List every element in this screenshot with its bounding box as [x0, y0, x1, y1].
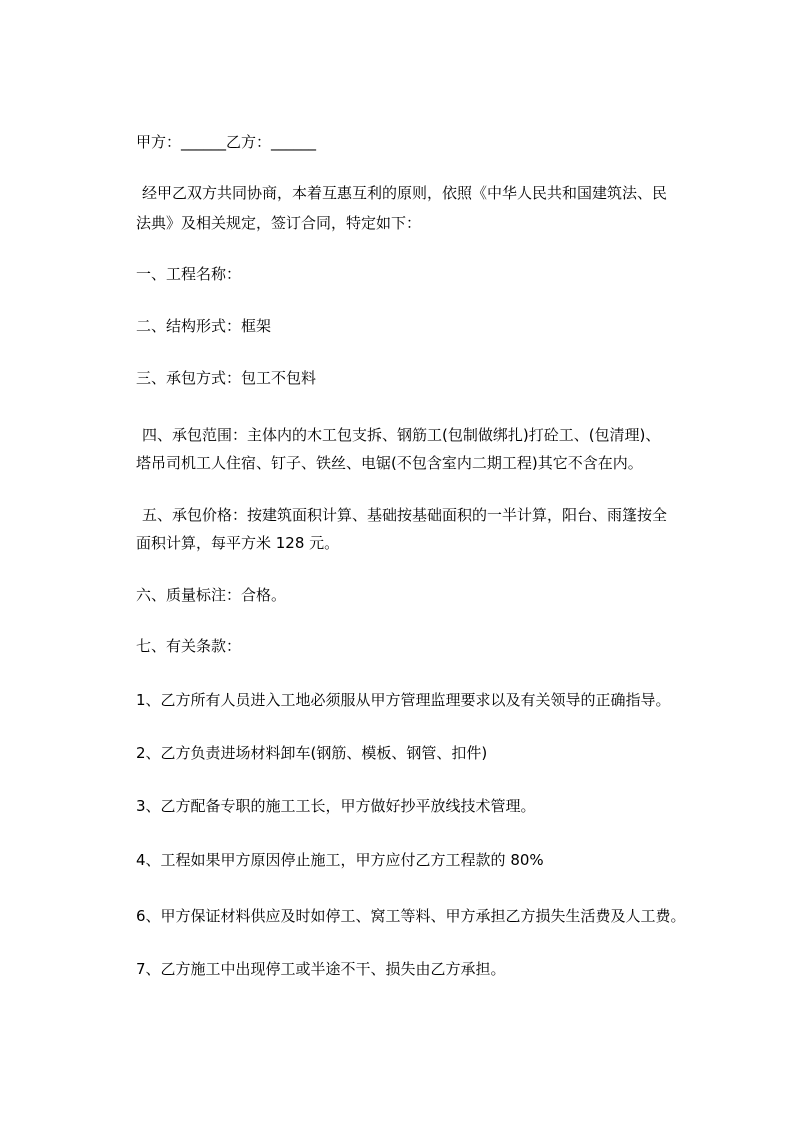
- clause-2: 2、乙方负责进场材料卸车(钢筋、模板、钢管、扣件): [136, 744, 488, 762]
- clause-3: 3、乙方配备专职的施工工长，甲方做好抄平放线技术管理。: [136, 797, 536, 815]
- parties-line: 甲方：______乙方：______: [136, 133, 317, 151]
- item-structure: 二、结构形式：框架: [136, 317, 272, 335]
- item-price-line-2: 面积计算，每平方米 128 元。: [136, 534, 340, 552]
- item-contract-method: 三、承包方式：包工不包料: [136, 369, 317, 387]
- intro-line-2: 法典》及相关规定，签订合同，特定如下：: [136, 214, 422, 232]
- clause-7: 7、乙方施工中出现停工或半途不干、损失由乙方承担。: [136, 960, 506, 978]
- clause-4: 4、工程如果甲方原因停止施工，甲方应付乙方工程款的 80%: [136, 851, 544, 869]
- item-price-line-1: 五、承包价格：按建筑面积计算、基础按基础面积的一半计算，阳台、雨篷按全: [142, 506, 668, 524]
- item-quality: 六、质量标注：合格。: [136, 586, 287, 604]
- clause-6: 6、甲方保证材料供应及时如停工、窝工等料、甲方承担乙方损失生活费及人工费。: [136, 907, 686, 925]
- item-project-name: 一、工程名称：: [136, 265, 242, 283]
- item-scope-line-2: 塔吊司机工人住宿、钉子、铁丝、电锯(不包含室内二期工程)其它不含在内。: [136, 454, 643, 472]
- intro-line-1: 经甲乙双方共同协商，本着互惠互利的原则，依照《中华人民共和国建筑法、民: [142, 184, 668, 202]
- item-terms-heading: 七、有关条款：: [136, 637, 242, 655]
- clause-1: 1、乙方所有人员进入工地必须服从甲方管理监理要求以及有关领导的正确指导。: [136, 691, 671, 709]
- item-scope-line-1: 四、承包范围：主体内的木工包支拆、钢筋工(包制做绑扎)打砼工、(包清理)、: [142, 426, 661, 444]
